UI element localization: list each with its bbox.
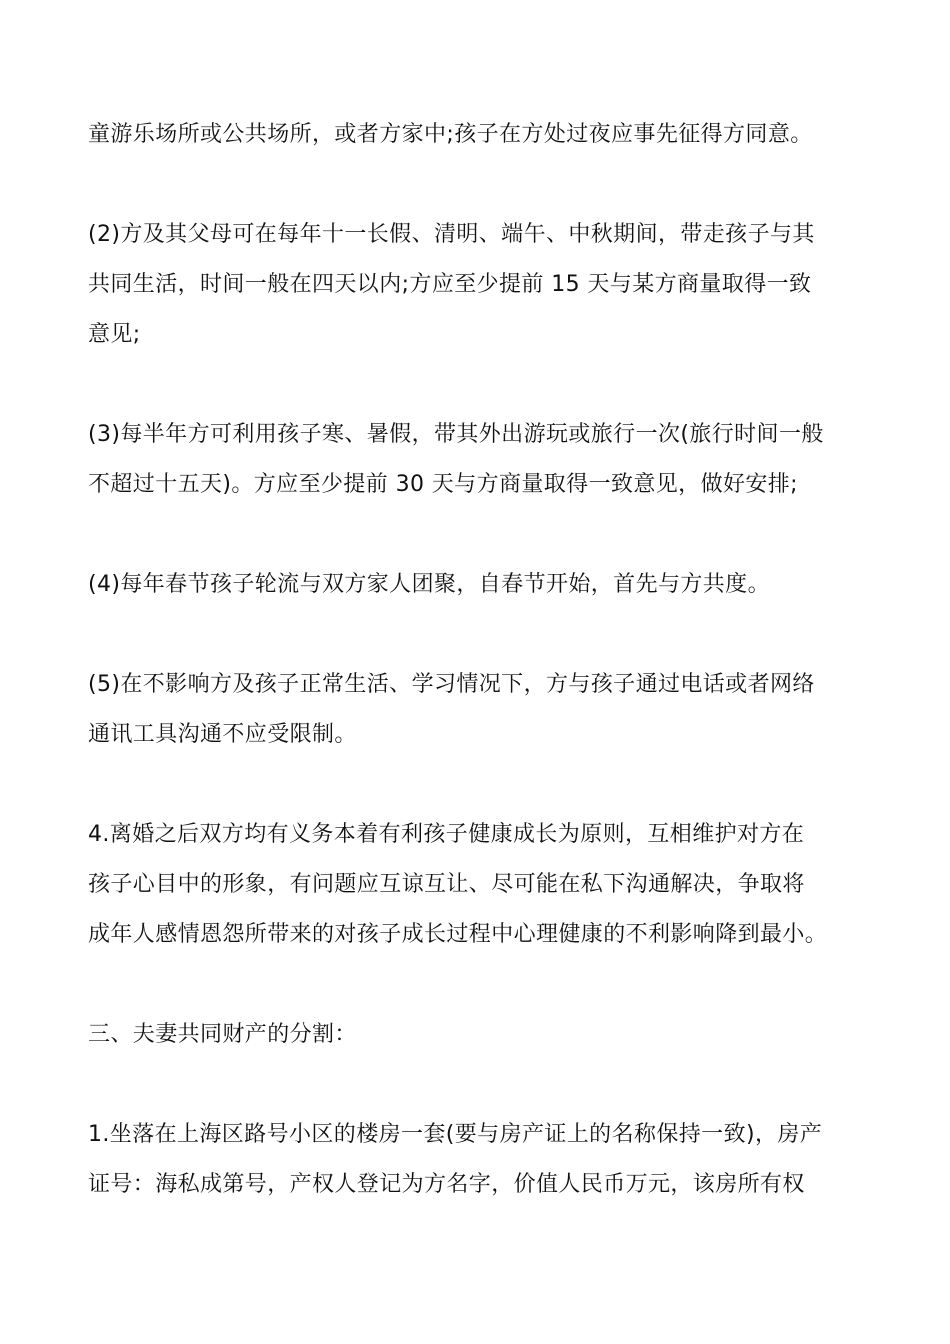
text-line-4: 意见; bbox=[88, 322, 141, 347]
text-line-6: 不超过十五天)。方应至少提前 30 天与方商量取得一致意见，做好安排; bbox=[88, 472, 798, 497]
text-line-5: (3)每半年方可利用孩子寒、暑假，带其外出游玩或旅行一次(旅行时间一般 bbox=[88, 422, 824, 447]
text-line-10: 4.离婚之后双方均有义务本着有利孩子健康成长为原则，互相维护对方在 bbox=[88, 822, 805, 847]
text-line-11: 孩子心目中的形象，有问题应互谅互让、尽可能在私下沟通解决，争取将 bbox=[88, 872, 805, 897]
text-line-3: 共同生活，时间一般在四天以内;方应至少提前 15 天与某方商量取得一致 bbox=[88, 272, 812, 297]
text-line-9: 通讯工具沟通不应受限制。 bbox=[88, 722, 357, 747]
text-line-12: 成年人感情恩怨所带来的对孩子成长过程中心理健康的不利影响降到最小。 bbox=[88, 922, 828, 947]
text-line-8: (5)在不影响方及孩子正常生活、学习情况下，方与孩子通过电话或者网络 bbox=[88, 672, 815, 697]
text-line-7: (4)每年春节孩子轮流与双方家人团聚，自春节开始，首先与方共度。 bbox=[88, 572, 770, 597]
text-line-15: 证号：海私成第号，产权人登记为方名字，价值人民币万元，该房所有权 bbox=[88, 1172, 805, 1197]
text-line-14: 1.坐落在上海区路号小区的楼房一套(要与房产证上的名称保持一致)，房产 bbox=[88, 1122, 823, 1147]
section-heading: 三、夫妻共同财产的分割： bbox=[88, 1022, 357, 1047]
text-line-1: 童游乐场所或公共场所，或者方家中;孩子在方处过夜应事先征得方同意。 bbox=[88, 122, 813, 147]
text-line-2: (2)方及其父母可在每年十一长假、清明、端午、中秋期间，带走孩子与其 bbox=[88, 222, 815, 247]
